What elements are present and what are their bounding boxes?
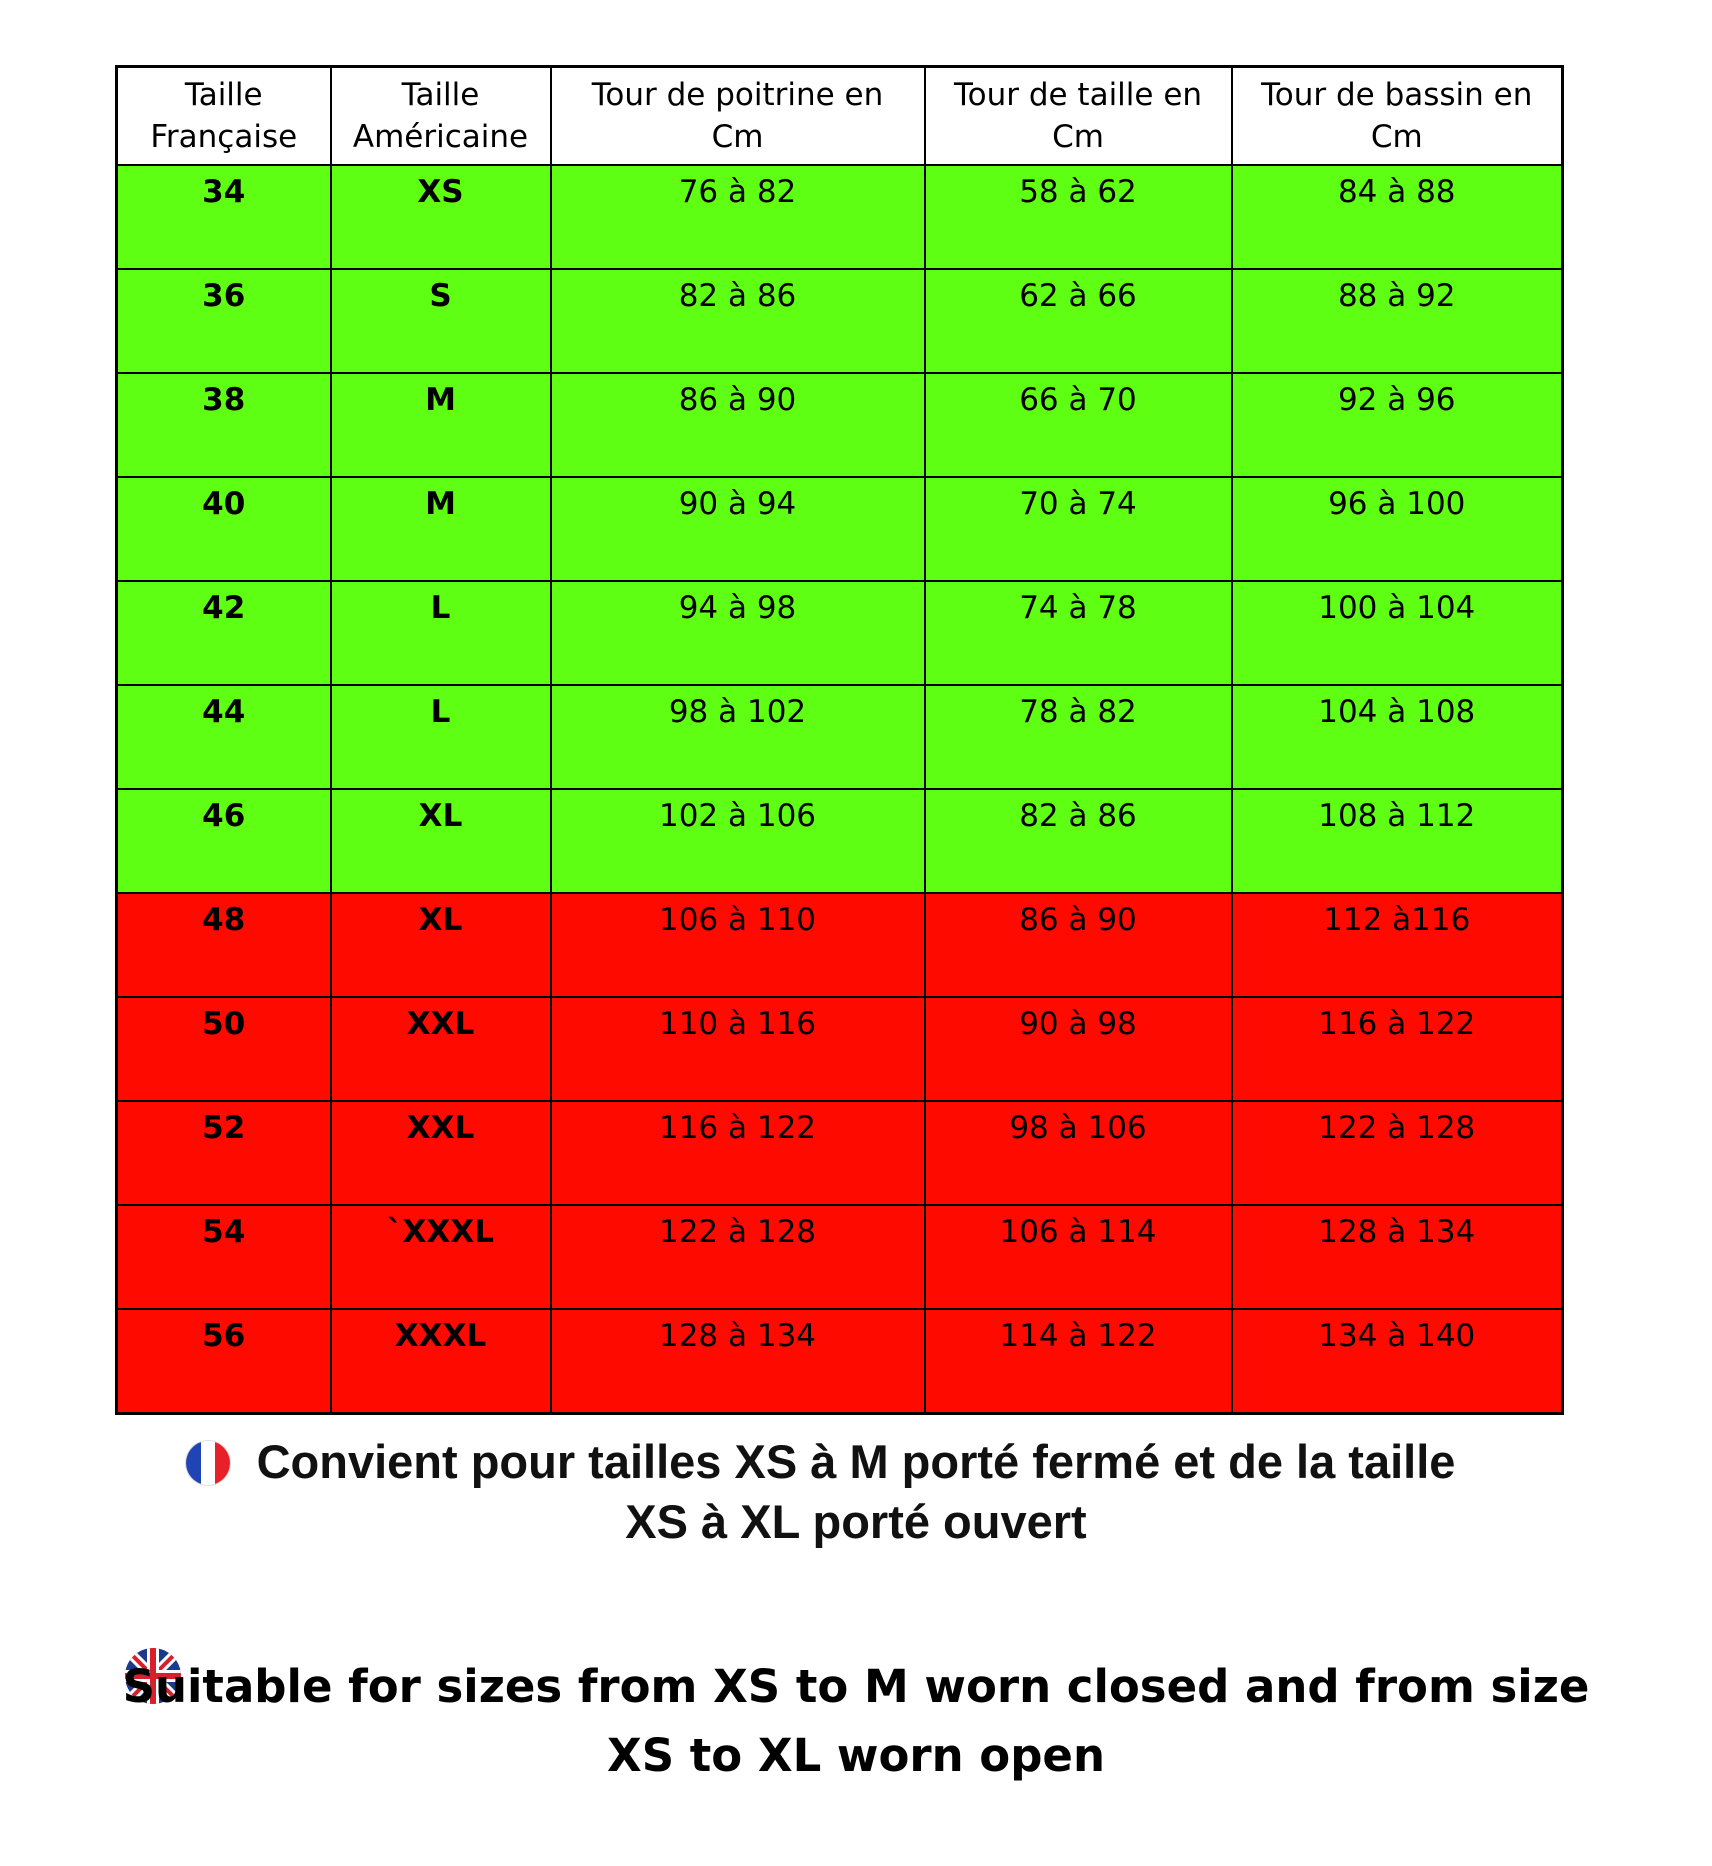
french-size-cell: 54 (117, 1205, 331, 1309)
header-waist-line2: Cm (1052, 119, 1104, 155)
french-size-cell: 44 (117, 685, 331, 789)
chest-cell: 106 à 110 (551, 893, 925, 997)
chest-cell: 98 à 102 (551, 685, 925, 789)
waist-cell: 90 à 98 (925, 997, 1232, 1101)
french-fit-note-line1: Convient pour tailles XS à M porté fermé et de la taille (256, 1435, 1456, 1488)
french-size-cell: 46 (117, 789, 331, 893)
hips-cell: 84 à 88 (1232, 165, 1563, 269)
us-size-cell: S (331, 269, 551, 373)
chest-cell: 86 à 90 (551, 373, 925, 477)
chest-cell: 128 à 134 (551, 1309, 925, 1414)
french-fit-note (0, 1432, 1712, 1552)
waist-cell: 62 à 66 (925, 269, 1232, 373)
header-hips-line1: Tour de bassin en (1261, 77, 1533, 113)
hips-cell: 108 à 112 (1232, 789, 1563, 893)
hips-cell: 100 à 104 (1232, 581, 1563, 685)
header-chest-line1: Tour de poitrine en (591, 77, 884, 113)
waist-cell: 98 à 106 (925, 1101, 1232, 1205)
waist-cell: 74 à 78 (925, 581, 1232, 685)
french-size-cell: 34 (117, 165, 331, 269)
header-french-size (117, 67, 331, 166)
us-size-cell: `XXXL (331, 1205, 551, 1309)
table-row (117, 1101, 1563, 1205)
header-hips (1232, 67, 1563, 166)
header-us-size-line2: Américaine (352, 119, 529, 155)
chest-cell: 122 à 128 (551, 1205, 925, 1309)
table-row (117, 685, 1563, 789)
header-chest-line2: Cm (711, 119, 764, 155)
us-size-cell: XXXL (331, 1309, 551, 1414)
table-row (117, 581, 1563, 685)
chest-cell: 116 à 122 (551, 1101, 925, 1205)
waist-cell: 70 à 74 (925, 477, 1232, 581)
table-row (117, 789, 1563, 893)
us-size-cell: XL (331, 893, 551, 997)
us-size-cell: XXL (331, 1101, 551, 1205)
waist-cell: 58 à 62 (925, 165, 1232, 269)
us-size-cell: M (331, 373, 551, 477)
waist-cell: 78 à 82 (925, 685, 1232, 789)
hips-cell: 104 à 108 (1232, 685, 1563, 789)
chest-cell: 90 à 94 (551, 477, 925, 581)
chest-cell: 82 à 86 (551, 269, 925, 373)
hips-cell: 116 à 122 (1232, 997, 1563, 1101)
table-row (117, 165, 1563, 269)
us-size-cell: M (331, 477, 551, 581)
header-french-size-line2: Française (150, 119, 298, 155)
english-fit-note-line2: XS to XL worn open (607, 1729, 1105, 1782)
header-us-size-line1: Taille (401, 77, 480, 113)
us-size-cell: L (331, 685, 551, 789)
french-size-cell: 40 (117, 477, 331, 581)
french-size-cell: 36 (117, 269, 331, 373)
table-body (117, 165, 1563, 1414)
table-row (117, 373, 1563, 477)
us-size-cell: XXL (331, 997, 551, 1101)
french-size-cell: 48 (117, 893, 331, 997)
chest-cell: 76 à 82 (551, 165, 925, 269)
french-size-cell: 56 (117, 1309, 331, 1414)
hips-cell: 122 à 128 (1232, 1101, 1563, 1205)
french-size-cell: 50 (117, 997, 331, 1101)
table-header-row (117, 67, 1563, 166)
french-size-cell: 42 (117, 581, 331, 685)
table-row (117, 1309, 1563, 1414)
chest-cell: 110 à 116 (551, 997, 925, 1101)
table-row (117, 477, 1563, 581)
table-row (117, 269, 1563, 373)
table-row (117, 1205, 1563, 1309)
header-chest (551, 67, 925, 166)
waist-cell: 82 à 86 (925, 789, 1232, 893)
header-hips-line2: Cm (1370, 119, 1423, 155)
table-row (117, 893, 1563, 997)
header-french-size-line1: Taille (184, 77, 263, 113)
us-size-cell: XS (331, 165, 551, 269)
chest-cell: 102 à 106 (551, 789, 925, 893)
hips-cell: 92 à 96 (1232, 373, 1563, 477)
chest-cell: 94 à 98 (551, 581, 925, 685)
hips-cell: 134 à 140 (1232, 1309, 1563, 1414)
hips-cell: 112 à116 (1232, 893, 1563, 997)
us-size-cell: XL (331, 789, 551, 893)
hips-cell: 128 à 134 (1232, 1205, 1563, 1309)
english-fit-note (0, 1652, 1712, 1790)
header-waist (925, 67, 1232, 166)
french-size-cell: 38 (117, 373, 331, 477)
size-chart-table (115, 65, 1564, 1415)
us-size-cell: L (331, 581, 551, 685)
waist-cell: 106 à 114 (925, 1205, 1232, 1309)
waist-cell: 86 à 90 (925, 893, 1232, 997)
header-waist-line1: Tour de taille en (953, 77, 1203, 113)
hips-cell: 88 à 92 (1232, 269, 1563, 373)
waist-cell: 66 à 70 (925, 373, 1232, 477)
french-fit-note-line2: XS à XL porté ouvert (625, 1495, 1087, 1548)
french-size-cell: 52 (117, 1101, 331, 1205)
english-fit-note-line1: Suitable for sizes from XS to M worn closed and from size (122, 1660, 1590, 1713)
table-row (117, 997, 1563, 1101)
header-us-size (331, 67, 551, 166)
hips-cell: 96 à 100 (1232, 477, 1563, 581)
waist-cell: 114 à 122 (925, 1309, 1232, 1414)
